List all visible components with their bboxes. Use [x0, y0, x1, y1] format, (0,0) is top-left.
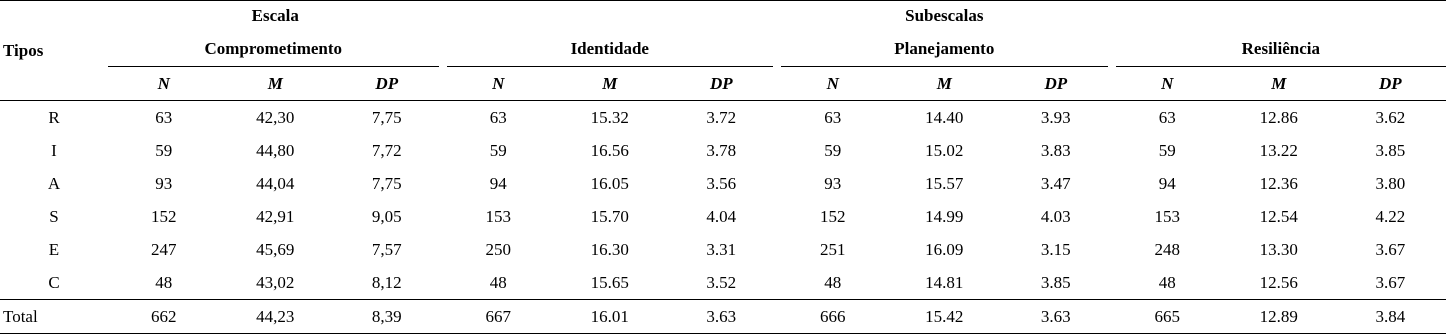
cell: 3.93 [1040, 107, 1071, 127]
cell: 63 [489, 107, 507, 127]
cell: 93 [155, 173, 173, 193]
cell: 3.72 [706, 107, 737, 127]
table-row [0, 266, 1446, 300]
cell: 3.84 [1335, 300, 1446, 334]
table-row [0, 134, 1446, 167]
cell: 665 [1112, 300, 1224, 334]
header-row-stats [0, 67, 1446, 101]
stat-header: N [443, 67, 555, 101]
cell: 15.57 [925, 173, 964, 193]
header-row-scales [0, 1, 1446, 32]
group-header-identidade: Identidade [443, 31, 778, 67]
stat-header: N [1112, 67, 1224, 101]
cell: 152 [151, 206, 177, 226]
cell: 4.03 [1040, 206, 1071, 226]
cell: 16.30 [590, 239, 629, 259]
row-label: E [48, 239, 60, 259]
escala-header: Escala [251, 6, 299, 25]
stat-header: N [108, 67, 220, 101]
cell: 63 [824, 107, 842, 127]
cell: 3.83 [1040, 140, 1071, 160]
cell: 63 [155, 107, 173, 127]
cell: 4.04 [706, 206, 737, 226]
stat-header: DP [666, 67, 778, 101]
cell: 14.40 [925, 107, 964, 127]
cell: 250 [485, 239, 512, 259]
table-row [0, 233, 1446, 266]
cell: 45,69 [256, 239, 295, 259]
table-row [0, 101, 1446, 135]
stat-header: M [889, 67, 1001, 101]
cell: 247 [151, 239, 177, 259]
stat-header: M [220, 67, 332, 101]
cell: 3.56 [706, 173, 737, 193]
stat-header: N [777, 67, 889, 101]
cell: 3.63 [1000, 300, 1112, 334]
cell: 16.09 [925, 239, 964, 259]
cell: 13.22 [1259, 140, 1298, 160]
table-row [0, 200, 1446, 233]
row-label: A [47, 173, 61, 193]
cell: 7,75 [371, 173, 402, 193]
cell: 15.70 [590, 206, 629, 226]
row-label: I [51, 140, 57, 160]
cell: 3.80 [1375, 173, 1406, 193]
stat-header: M [1223, 67, 1335, 101]
stat-header: M [554, 67, 666, 101]
cell: 7,75 [371, 107, 402, 127]
total-label: Total [0, 300, 108, 334]
cell: 667 [443, 300, 555, 334]
cell: 59 [155, 140, 173, 160]
group-header-comprometimento: Comprometimento [108, 31, 443, 67]
cell: 3.31 [706, 239, 737, 259]
cell: 44,80 [256, 140, 295, 160]
subescalas-header: Subescalas [905, 6, 984, 25]
cell: 43,02 [256, 272, 295, 292]
cell: 16.56 [590, 140, 629, 160]
group-header-planejamento: Planejamento [777, 31, 1112, 67]
cell: 15.02 [925, 140, 964, 160]
cell: 12.54 [1259, 206, 1298, 226]
cell: 42,91 [256, 206, 295, 226]
cell: 12.86 [1259, 107, 1298, 127]
stat-header: DP [1335, 67, 1446, 101]
tipos-header: Tipos [0, 1, 108, 101]
stat-header: DP [1000, 67, 1112, 101]
cell: 8,39 [331, 300, 443, 334]
table-row [0, 167, 1446, 200]
stat-header: DP [331, 67, 443, 101]
cell: 662 [108, 300, 220, 334]
cell: 3.52 [706, 272, 737, 292]
cell: 3.67 [1375, 239, 1406, 259]
cell: 63 [1158, 107, 1176, 127]
cell: 8,12 [371, 272, 402, 292]
cell: 12.36 [1259, 173, 1298, 193]
cell: 3.67 [1375, 272, 1406, 292]
row-label: R [48, 107, 60, 127]
cell: 44,04 [256, 173, 295, 193]
cell: 3.47 [1040, 173, 1071, 193]
cell: 16.01 [554, 300, 666, 334]
cell: 3.15 [1040, 239, 1071, 259]
cell: 59 [1158, 140, 1176, 160]
cell: 48 [824, 272, 842, 292]
cell: 42,30 [256, 107, 295, 127]
cell: 3.78 [706, 140, 737, 160]
header-row-groups [0, 31, 1446, 67]
cell: 15.32 [590, 107, 629, 127]
cell: 94 [489, 173, 507, 193]
cell: 94 [1158, 173, 1176, 193]
cell: 44,23 [220, 300, 332, 334]
group-header-resiliencia: Resiliência [1112, 31, 1446, 67]
cell: 59 [824, 140, 842, 160]
cell: 4.22 [1375, 206, 1406, 226]
cell: 3.63 [666, 300, 778, 334]
cell: 3.62 [1375, 107, 1406, 127]
cell: 13.30 [1259, 239, 1298, 259]
cell: 9,05 [371, 206, 402, 226]
cell: 14.99 [925, 206, 964, 226]
cell: 3.85 [1040, 272, 1071, 292]
cell: 3.85 [1375, 140, 1406, 160]
cell: 15.65 [590, 272, 629, 292]
cell: 48 [155, 272, 173, 292]
cell: 59 [489, 140, 507, 160]
cell: 251 [820, 239, 846, 259]
cell: 7,57 [371, 239, 402, 259]
cell: 153 [1154, 206, 1181, 226]
cell: 12.56 [1259, 272, 1298, 292]
cell: 16.05 [590, 173, 629, 193]
cell: 48 [489, 272, 507, 292]
row-label: C [48, 272, 60, 292]
cell: 93 [824, 173, 842, 193]
cell: 12.89 [1223, 300, 1335, 334]
cell: 152 [820, 206, 846, 226]
cell: 248 [1154, 239, 1181, 259]
cell: 14.81 [925, 272, 964, 292]
cell: 153 [485, 206, 512, 226]
total-row [0, 300, 1446, 334]
cell: 48 [1158, 272, 1176, 292]
cell: 15.42 [889, 300, 1001, 334]
cell: 666 [777, 300, 889, 334]
cell: 7,72 [371, 140, 402, 160]
row-label: S [49, 206, 59, 226]
